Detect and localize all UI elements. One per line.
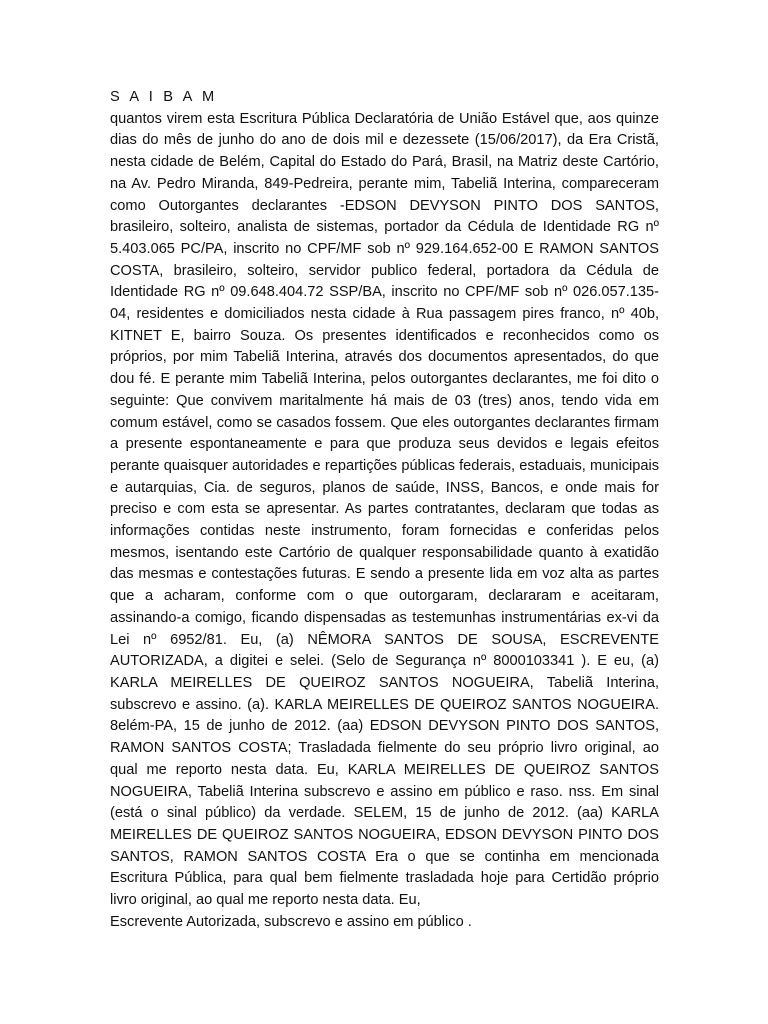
document-closing: Escrevente Autorizada, subscrevo e assino em público . [110,913,472,930]
document-heading: S A I B A M [110,89,218,105]
document-page [110,87,659,933]
document-body: quantos virem esta Escritura Pública Declaratória de União Estável que, aos quinze dias do mês de junho do ano de dois mil e dezessete (15/06/2017), da Era Cristã, nesta cidade de Belém, Capital do Estado do Pará, Brasil, na Matriz deste Cartório, na Av. Pedro Miranda, 849-Pedreira, perante mim, Tabeliã Interina, compareceram como Outorgantes declarantes -EDSON DEVYSON PINTO DOS SANTOS, brasileiro, solteiro, analista de sistemas, portador da Cédula de Identidade RG nº 5.403.065 PC/PA, inscrito no CPF/MF sob nº 929.164.652-00 E RAMON SANTOS COSTA, brasileiro, solteiro, servidor publico federal, portadora da Cédula de Identidade RG nº 09.648.404.72 SSP/BA, inscrito no CPF/MF sob nº 026.057.135-04, residentes e domiciliados nesta cidade à Rua passagem pires franco, nº 40b, KITNET E, bairro Souza. Os presentes identificados e reconhecidos como os próprios, por mim Tabeliã Interina, através dos documentos apresentados, do que dou fé. E perante mim Tabeliã Interina, pelos outorgantes declarantes, me foi dito o seguinte: Que convivem maritalmente há mais de 03 (tres) anos, tendo vida em comum estável, como se casados fossem. Que eles outorgantes declarantes firmam a presente espontaneamente e para que produza seus devidos e legais efeitos perante quaisquer autoridades e repartições públicas federais, estaduais, municipais e autarquias, Cia. de seguros, planos de saúde, INSS, Bancos, e onde mais for preciso e com esta se apresentar. As partes contratantes, declaram que todas as informações contidas neste instrumento, foram fornecidas e conferidas pelos mesmos, isentando este Cartório de qualquer responsabilidade quanto à exatidão das mesmas e contestações futuras. E sendo a presente lida em voz alta as partes que a acharam, conforme com o que outorgaram, declararam e aceitaram, assinando-a comigo, ficando dispensadas as testemunhas instrumentárias ex-vi da Lei nº 6952/81. Eu, (a) NÊMORA SANTOS DE SOUSA, ESCREVENTE AUTORIZADA, a digitei e selei. (Selo de Segurança nº 8000103341 ). E eu, (a) KARLA MEIRELLES DE QUEIROZ SANTOS NOGUEIRA, Tabeliã Interina, subscrevo e assino. (a). KARLA MEIRELLES DE QUEIROZ SANTOS NOGUEIRA. 8elém-PA, 15 de junho de 2012. (aa) EDSON DEVYSON PINTO DOS SANTOS, RAMON SANTOS COSTA; Trasladada fielmente do seu próprio livro original, ao qual me reporto nesta data. Eu, KARLA MEIRELLES DE QUEIROZ SANTOS NOGUEIRA, Tabeliã Interina subscrevo e assino em público e raso. nss. Em sinal (está o sinal público) da verdade. SELEM, 15 de junho de 2012. (aa) KARLA MEIRELLES DE QUEIROZ SANTOS NOGUEIRA, EDSON DEVYSON PINTO DOS SANTOS, RAMON SANTOS COSTA Era o que se continha em mencionada Escritura Pública, para qual bem fielmente trasladada hoje para Certidão próprio livro original, ao qual me reporto nesta data. Eu, [110,110,659,909]
